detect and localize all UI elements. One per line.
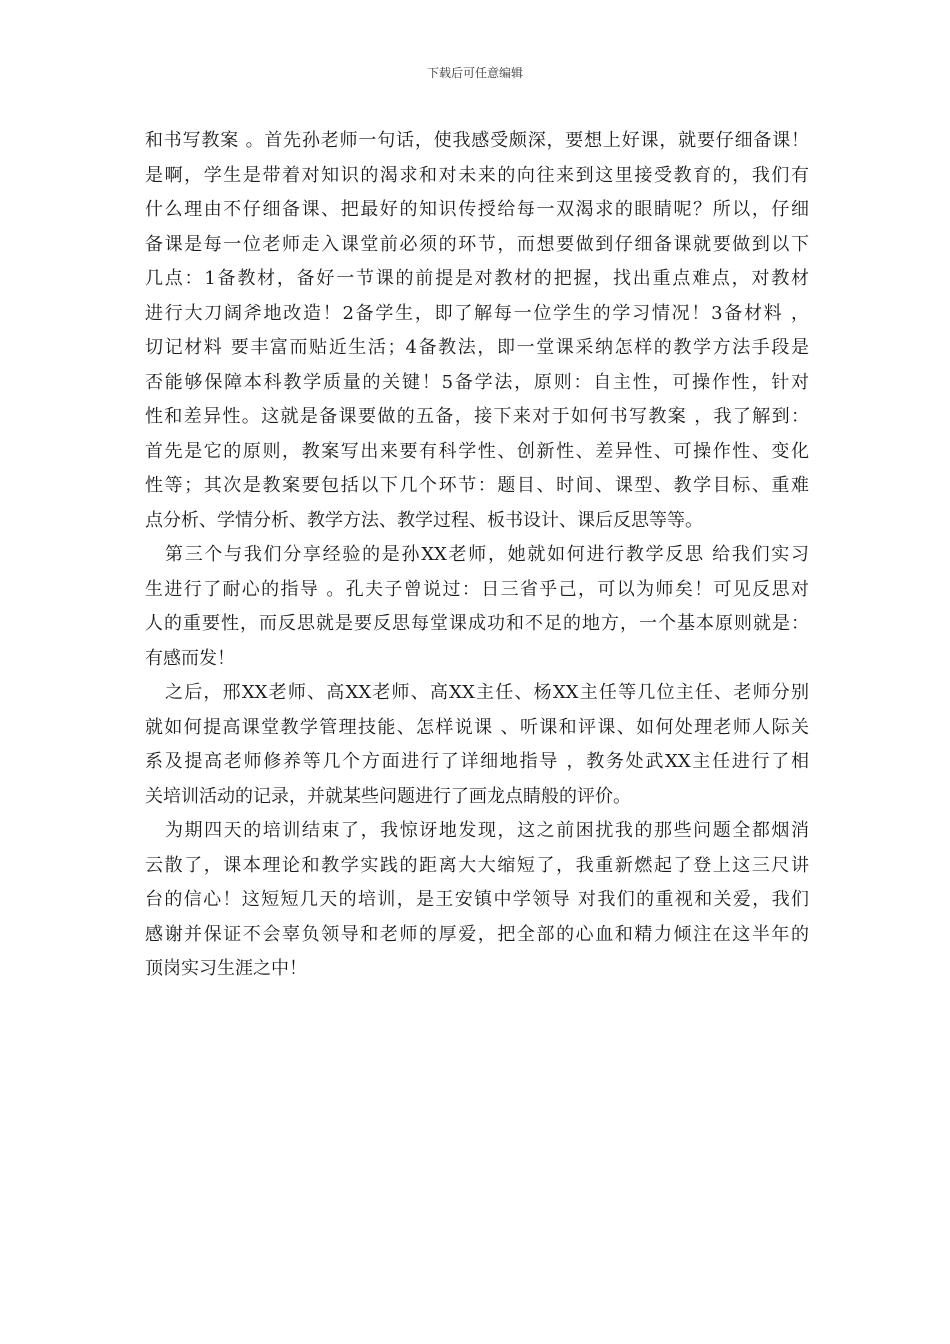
paragraph (145, 814, 809, 987)
text-line: 什么理由不仔细备课、把最好的知识传授给每一双渴求的眼睛呢？所以，仔细 (145, 199, 809, 220)
text-line: 点分析、学情分析、教学方法、教学过程、板书设计、课后反思等等。 (145, 509, 703, 531)
page-header-note: 下载后可任意编辑 (426, 66, 523, 80)
text-line: 关培训活动的记录，并就某些问题进行了画龙点睛般的评价。 (145, 785, 631, 807)
text-line: 是啊，学生是带着对知识的渴求和对未来的向往来到这里接受教育的，我们有 (145, 164, 809, 186)
text-line: 感谢并保证不会辜负领导和老师的厚爱，把全部的心血和精力倾注在这半年的 (145, 923, 809, 945)
text-line: 之后，邢XX老师、高XX老师、高XX主任、杨XX主任等几位主任、老师分别 (165, 682, 809, 703)
text-line: 首先是它的原则，教案写出来要有科学性、创新性、差异性、可操作性、变化 (145, 440, 809, 462)
text-line: 人的重要性，而反思就是要反思每堂课成功和不足的地方，一个基本原则就是： (145, 613, 809, 634)
text-line: 和书写教案 。首先孙老师一句话，使我感受颇深，要想上好课，就要仔细备课！ (145, 130, 809, 151)
text-line: 台的信心！这短短几天的培训，是王安镇中学领导 对我们的重视和关爱，我们 (145, 889, 809, 910)
paragraph (145, 676, 809, 814)
text-line: 性等；其次是教案要包括以下几个环节：题目、时间、课型、教学目标、重难 (145, 475, 809, 496)
text-line: 系及提高老师修养等几个方面进行了详细地指导 ，教务处武XX主任进行了相 (145, 751, 809, 772)
paragraph (145, 124, 809, 538)
text-line: 切记材料 要丰富而贴近生活；4备教法，即一堂课采纳怎样的教学方法手段是 (145, 337, 809, 358)
text-line: 进行大刀阔斧地改造！2备学生，即了解每一位学生的学习情况！3备材料 ， (145, 302, 809, 324)
paragraph (145, 538, 809, 676)
text-line: 备课是每一位老师走入课堂前必须的环节，而想要做到仔细备课就要做到以下 (145, 233, 809, 255)
text-line: 性和差异性。这就是备课要做的五备，接下来对于如何书写教案 ，我了解到： (145, 406, 809, 427)
text-line: 第三个与我们分享经验的是孙XX老师，她就如何进行教学反思 给我们实习 (165, 544, 809, 565)
text-line: 顶岗实习生涯之中！ (145, 958, 307, 979)
text-line: 为期四天的培训结束了，我惊讶地发现，这之前困扰我的那些问题全都烟消 (165, 820, 809, 841)
text-line: 有感而发！ (145, 647, 235, 669)
text-line: 几点：1备教材，备好一节课的前提是对教材的把握，找出重点难点，对教材 (145, 268, 809, 289)
text-line: 就如何提高课堂教学管理技能、怎样说课 、听课和评课、如何处理老师人际关 (145, 716, 809, 738)
text-line: 否能够保障本科教学质量的关键！5备学法，原则：自主性，可操作性，针对 (145, 371, 809, 393)
text-line: 云散了，课本理论和教学实践的距离大大缩短了，我重新燃起了登上这三尺讲 (145, 854, 809, 876)
text-line: 生进行了耐心的指导 。孔夫子曾说过：日三省乎己，可以为师矣！可见反思对 (145, 578, 809, 600)
document-body (145, 124, 809, 987)
